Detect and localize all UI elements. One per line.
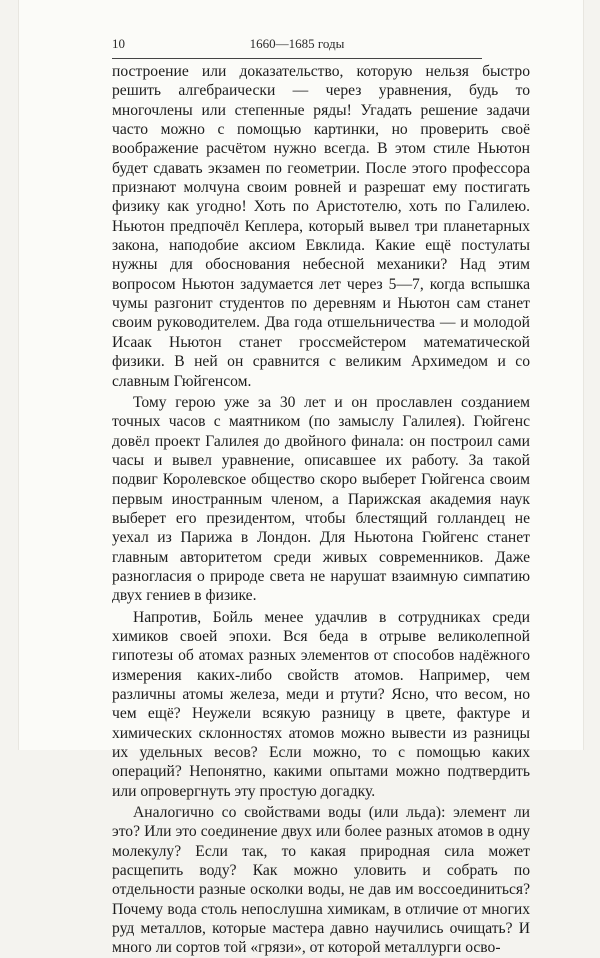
paragraph-1: построение или доказательство, которую нельзя быстро решить алгебраически — через уравнения, будь то многочлены или степенные ряды! Угадать решение задачи часто можно с помощью картинки, но проверить своё воображение расчётом нужно всегда. В этом стиле Ньютон будет сдавать экзамен по геометрии. После этого профессора признают молчуна своим ровней и разрешат ему постигать физику как угодно! Хоть по Аристотелю, хоть по Галилею. Ньютон предпочёл Кеплера, который вывел три планетарных закона, наподобие аксиом Евклида. Какие ещё постулаты нужны для обоснования небесной механики? Над этим вопросом Ньютон задумается лет через 5—7, когда вспышка чумы разгонит студентов по деревням и Ньютон сам станет своим руководителем. Два года отшельничества — и молодой Исаак Ньютон станет гроссмейстером математической физики. В ней он сравнится с великим Архимедом и со славным Гюйгенсом. bbox=[112, 63, 530, 390]
paragraph-4: Аналогично со свойствами воды (или льда): элемент ли это? Или это соединение двух или более разных атомов в одну молекулу? Если так, то какая природная сила может расщепить воду? Как можно уловить и собрать по отдельности разные осколки воды, не дав им воссоединиться? Почему вода столь непослушна химикам, в отличие от многих руд металлов, которые мастера давно научились очищать? И много ли сортов той «грязи», от которой металлурги осво- bbox=[112, 804, 530, 957]
body-text bbox=[112, 62, 530, 958]
running-head bbox=[112, 34, 482, 56]
running-title: 1660—1685 годы bbox=[249, 36, 345, 51]
header-rule bbox=[112, 58, 482, 59]
book-page bbox=[18, 0, 584, 957]
page-number: 10 bbox=[112, 36, 125, 51]
paragraph-3: Напротив, Бойль менее удачлив в сотрудниках среди химиков своей эпохи. Вся беда в отрыве великолепной гипотезы об атомах разных элементов от способов надёжного измерения каких-либо свойств атомов. Например, чем различны атомы железа, меди и ртути? Ясно, что весом, но чем ещё? Неужели всякую разницу в цвете, фактуре и химических склонностях атомов можно вывести из разницы их удельных весов? Если можно, то с помощью каких операций? Непонятно, какими опытами можно подтвердить или опровергнуть эту простую догадку. bbox=[112, 608, 530, 800]
paragraph-2: Тому герою уже за 30 лет и он прославлен созданием точных часов с маятником (по замыслу Галилея). Гюйгенс довёл проект Галилея до двойного финала: он построил сами часы и вывел уравнение, описавшее их работу. За такой подвиг Королевское общество скоро выберет Гюйгенса своим первым иностранным членом, а Парижская академия наук выберет его президентом, чтобы блестящий голландец не уехал из Парижа в Лондон. Для Ньютона Гюйгенс станет главным авторитетом среди живых современников. Даже разногласия о природе света не нарушат взаимную симпатию двух гениев в физике. bbox=[112, 393, 530, 605]
